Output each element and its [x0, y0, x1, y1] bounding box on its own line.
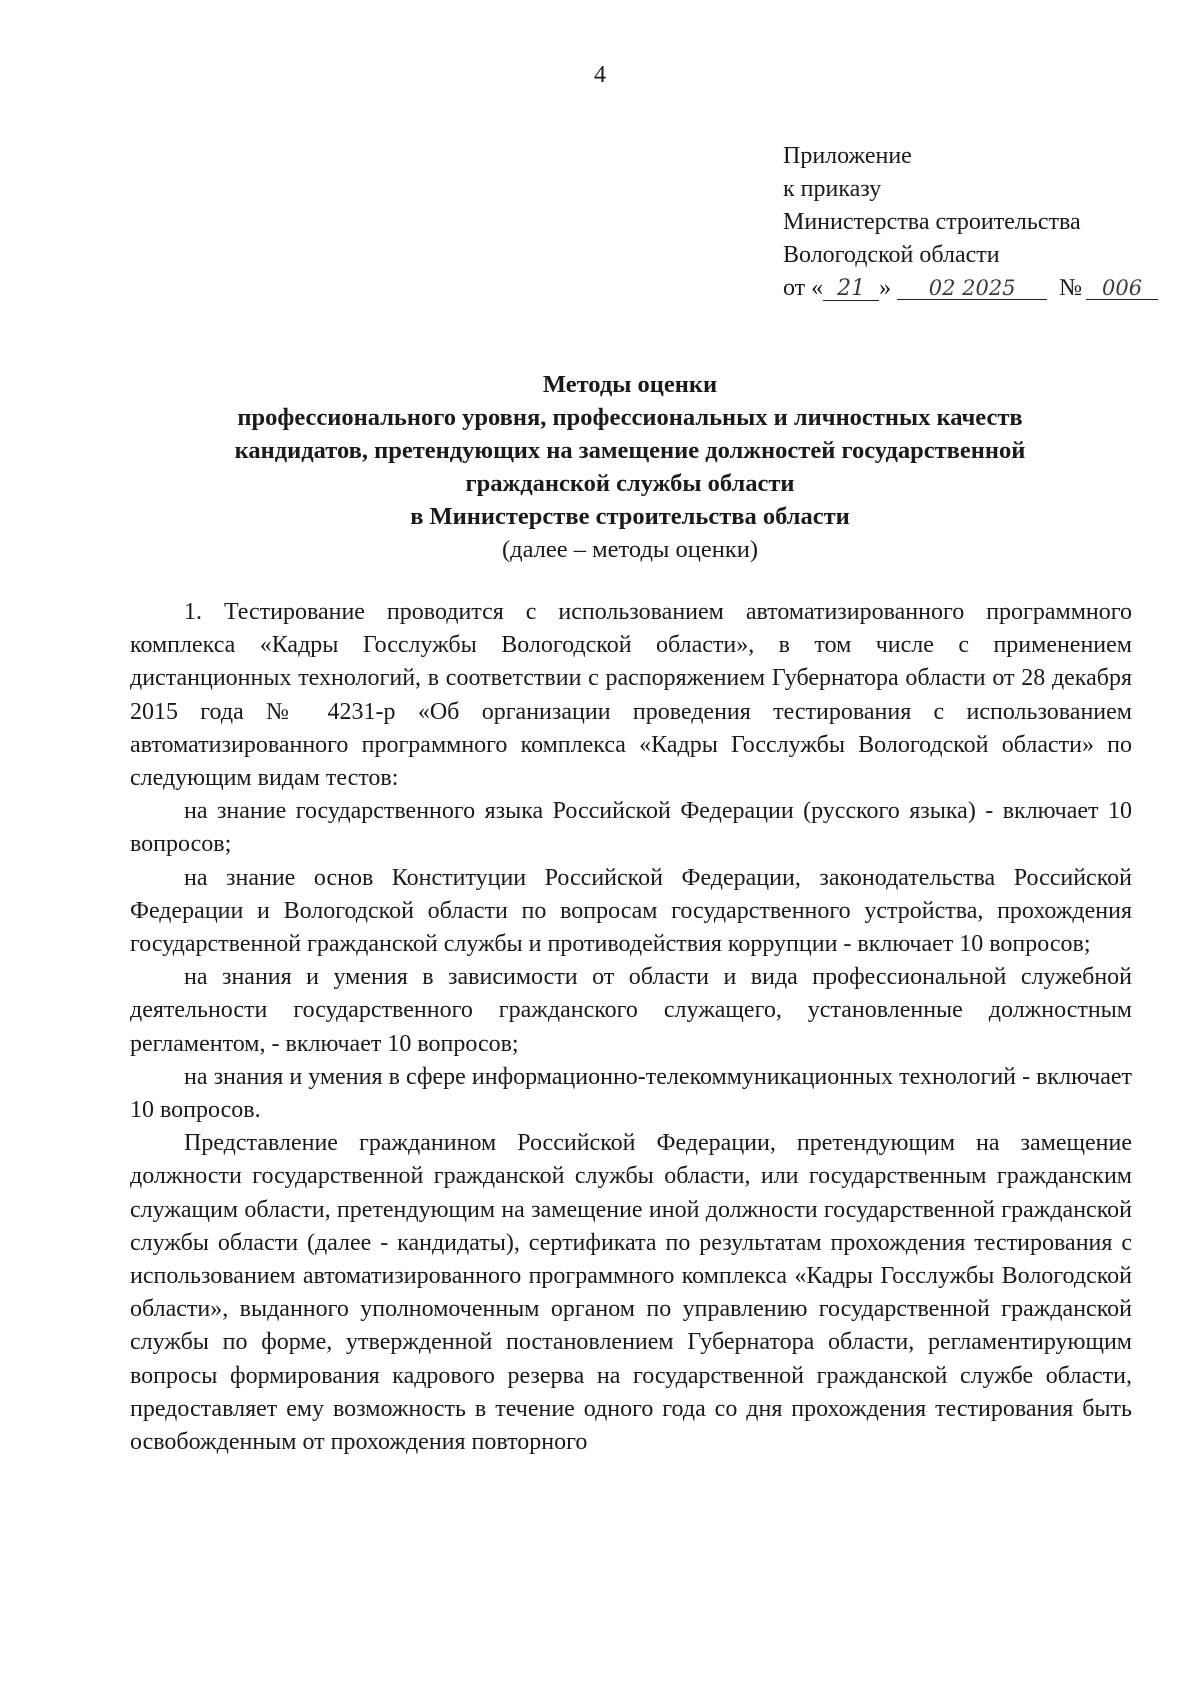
page-number: 4: [594, 62, 606, 88]
date-mid: »: [879, 275, 892, 301]
paragraph-test-language: на знание государственного языка Российской Федерации (русского языка) - включает 10 вопросов;: [130, 798, 1132, 858]
date-prefix: от «: [783, 275, 824, 301]
number-label: №: [1059, 275, 1083, 301]
appendix-line: Вологодской области: [783, 242, 1000, 268]
handwritten-month-year: 02 2025: [897, 277, 1047, 300]
title-line: гражданской службы области: [465, 470, 795, 497]
document-body: [130, 596, 1132, 1459]
handwritten-day: 21: [823, 278, 879, 301]
paragraph-test-professional: на знания и умения в зависимости от области и вида профессиональной служебной деятельности государственного гражданского служащего, установленные должностным регламентом, - включает 10 вопросов;: [130, 964, 1132, 1057]
handwritten-order-number: 006: [1086, 277, 1158, 300]
title-subtitle: (далее – методы оценки): [501, 536, 759, 563]
paragraph-test-ict: на знания и умения в сфере информационно-телекоммуникационных технологий - включает 10 вопросов.: [130, 1063, 1132, 1124]
document-title: [140, 368, 1120, 566]
paragraph-testing-intro: 1. Тестирование проводится с использованием автоматизированного программного комплекса «Кадры Госслужбы Вологодской области», в том числе с применением дистанционных технологий, в соответствии с распоряжением Губернатора области от 28 декабря 2015 года № 4231-р «Об организации проведения тестирования с использованием автоматизированного программного комплекса «Кадры Госслужбы Вологодской области» по следующим видам тестов:: [130, 599, 1132, 792]
order-date-line: [783, 272, 1158, 305]
title-line: профессионального уровня, профессиональных и личностных качеств: [237, 404, 1023, 431]
appendix-line: Министерства строительства: [783, 209, 1081, 235]
appendix-line: Приложение: [783, 143, 912, 169]
title-line: кандидатов, претендующих на замещение должностей государственной: [234, 437, 1026, 464]
appendix-header: [783, 140, 1158, 305]
paragraph-certificate: Представление гражданином Российской Федерации, претендующим на замещение должности государственной гражданской службы области, или государственным гражданским служащим области, претендующим на замещение иной должности государственной гражданской службы области (далее - кандидаты), сертификата по результатам прохождения тестирования с использованием автоматизированного программного комплекса «Кадры Госслужбы Вологодской области», выданного уполномоченным органом по управлению государственной гражданской службы по форме, утвержденной постановлением Губернатора области, регламентирующим вопросы формирования кадрового резерва на государственной гражданской службе области, предоставляет ему возможность в течение одного года со дня прохождения тестирования быть освобожденным от прохождения повторного: [130, 1130, 1132, 1456]
title-line: в Министерстве строительства области: [410, 503, 850, 530]
paragraph-test-constitution: на знание основ Конституции Российской Федерации, законодательства Российской Федерации и Вологодской области по вопросам государственного устройства, прохождения государственной гражданской службы и противодействия коррупции - включает 10 вопросов;: [130, 864, 1132, 958]
title-line: Методы оценки: [542, 371, 718, 398]
appendix-line: к приказу: [783, 176, 882, 202]
